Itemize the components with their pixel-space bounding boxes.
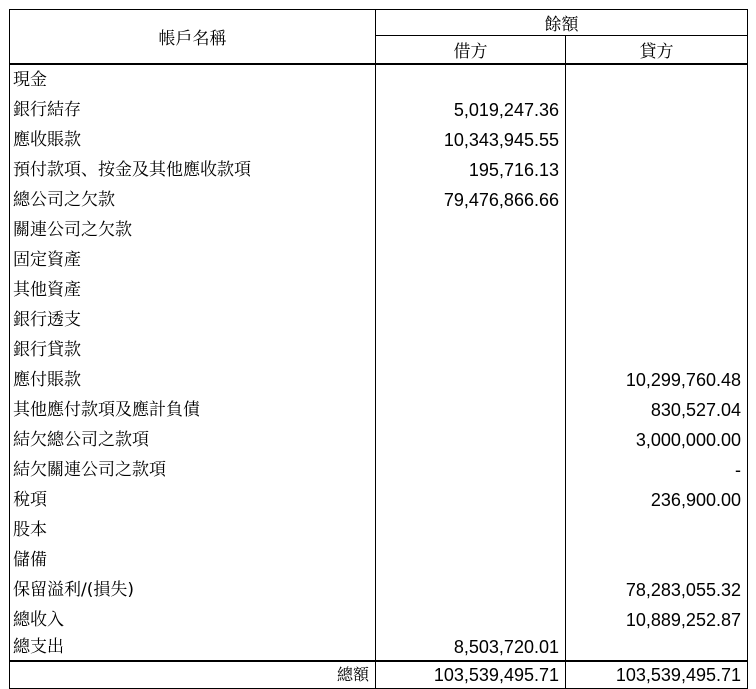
- table-row: [10, 545, 748, 575]
- table-row: [10, 575, 748, 605]
- credit-cell: [566, 245, 748, 275]
- table-row: [10, 185, 748, 215]
- credit-cell: 3,000,000.00: [566, 425, 748, 455]
- trial-balance-sheet: [9, 9, 747, 685]
- credit-cell: [566, 545, 748, 575]
- debit-cell: [376, 515, 566, 545]
- total-row: [10, 661, 748, 689]
- account-name-cell: 固定資產: [10, 245, 376, 275]
- debit-cell: [376, 64, 566, 95]
- trial-balance-table: [9, 9, 748, 689]
- debit-cell: [376, 305, 566, 335]
- total-label: 總額: [10, 661, 376, 689]
- debit-cell: [376, 335, 566, 365]
- table-row: [10, 395, 748, 425]
- credit-cell: [566, 95, 748, 125]
- account-name-cell: 其他資產: [10, 275, 376, 305]
- table-row: [10, 305, 748, 335]
- credit-cell: [566, 215, 748, 245]
- total-credit: 103,539,495.71: [566, 661, 748, 689]
- credit-cell: 236,900.00: [566, 485, 748, 515]
- debit-cell: 5,019,247.36: [376, 95, 566, 125]
- debit-cell: [376, 365, 566, 395]
- table-row: [10, 245, 748, 275]
- account-name-cell: 儲備: [10, 545, 376, 575]
- account-name-cell: 銀行透支: [10, 305, 376, 335]
- account-name-cell: 股本: [10, 515, 376, 545]
- debit-cell: 79,476,866.66: [376, 185, 566, 215]
- debit-cell: [376, 275, 566, 305]
- credit-cell: [566, 305, 748, 335]
- account-name-cell: 現金: [10, 64, 376, 95]
- debit-cell: [376, 395, 566, 425]
- debit-cell: 10,343,945.55: [376, 125, 566, 155]
- debit-cell: [376, 425, 566, 455]
- account-name-cell: 總支出: [10, 635, 376, 661]
- credit-cell: -: [566, 455, 748, 485]
- table-row: [10, 515, 748, 545]
- table-row: [10, 425, 748, 455]
- account-name-cell: 結欠總公司之款項: [10, 425, 376, 455]
- account-name-cell: 銀行結存: [10, 95, 376, 125]
- credit-cell: [566, 635, 748, 661]
- table-row: [10, 485, 748, 515]
- table-row: [10, 635, 748, 661]
- debit-cell: [376, 215, 566, 245]
- total-debit: 103,539,495.71: [376, 661, 566, 689]
- debit-cell: [376, 245, 566, 275]
- debit-cell: [376, 545, 566, 575]
- account-rows: [10, 64, 748, 661]
- credit-cell: [566, 185, 748, 215]
- table-row: [10, 125, 748, 155]
- credit-cell: 78,283,055.32: [566, 575, 748, 605]
- account-name-cell: 保留溢利/(損失): [10, 575, 376, 605]
- header-account-name: 帳戶名稱: [10, 10, 376, 64]
- account-name-cell: 應付賬款: [10, 365, 376, 395]
- header-credit: 貸方: [566, 36, 748, 64]
- debit-cell: [376, 455, 566, 485]
- account-name-cell: 總公司之欠款: [10, 185, 376, 215]
- credit-cell: [566, 125, 748, 155]
- table-row: [10, 335, 748, 365]
- table-row: [10, 275, 748, 305]
- table-row: [10, 455, 748, 485]
- header-debit: 借方: [376, 36, 566, 64]
- credit-cell: 10,889,252.87: [566, 605, 748, 635]
- account-name-cell: 關連公司之欠款: [10, 215, 376, 245]
- credit-cell: [566, 155, 748, 185]
- account-name-cell: 其他應付款項及應計負債: [10, 395, 376, 425]
- credit-cell: [566, 275, 748, 305]
- table-row: [10, 95, 748, 125]
- credit-cell: [566, 64, 748, 95]
- debit-cell: 195,716.13: [376, 155, 566, 185]
- debit-cell: 8,503,720.01: [376, 635, 566, 661]
- account-name-cell: 銀行貸款: [10, 335, 376, 365]
- table-row: [10, 64, 748, 95]
- credit-cell: 10,299,760.48: [566, 365, 748, 395]
- table-row: [10, 605, 748, 635]
- header-balance: 餘額: [376, 10, 748, 36]
- credit-cell: [566, 515, 748, 545]
- debit-cell: [376, 575, 566, 605]
- debit-cell: [376, 485, 566, 515]
- debit-cell: [376, 605, 566, 635]
- table-row: [10, 155, 748, 185]
- account-name-cell: 預付款項、按金及其他應收款項: [10, 155, 376, 185]
- account-name-cell: 應收賬款: [10, 125, 376, 155]
- account-name-cell: 結欠關連公司之款項: [10, 455, 376, 485]
- account-name-cell: 稅項: [10, 485, 376, 515]
- credit-cell: 830,527.04: [566, 395, 748, 425]
- table-row: [10, 365, 748, 395]
- table-row: [10, 215, 748, 245]
- credit-cell: [566, 335, 748, 365]
- account-name-cell: 總收入: [10, 605, 376, 635]
